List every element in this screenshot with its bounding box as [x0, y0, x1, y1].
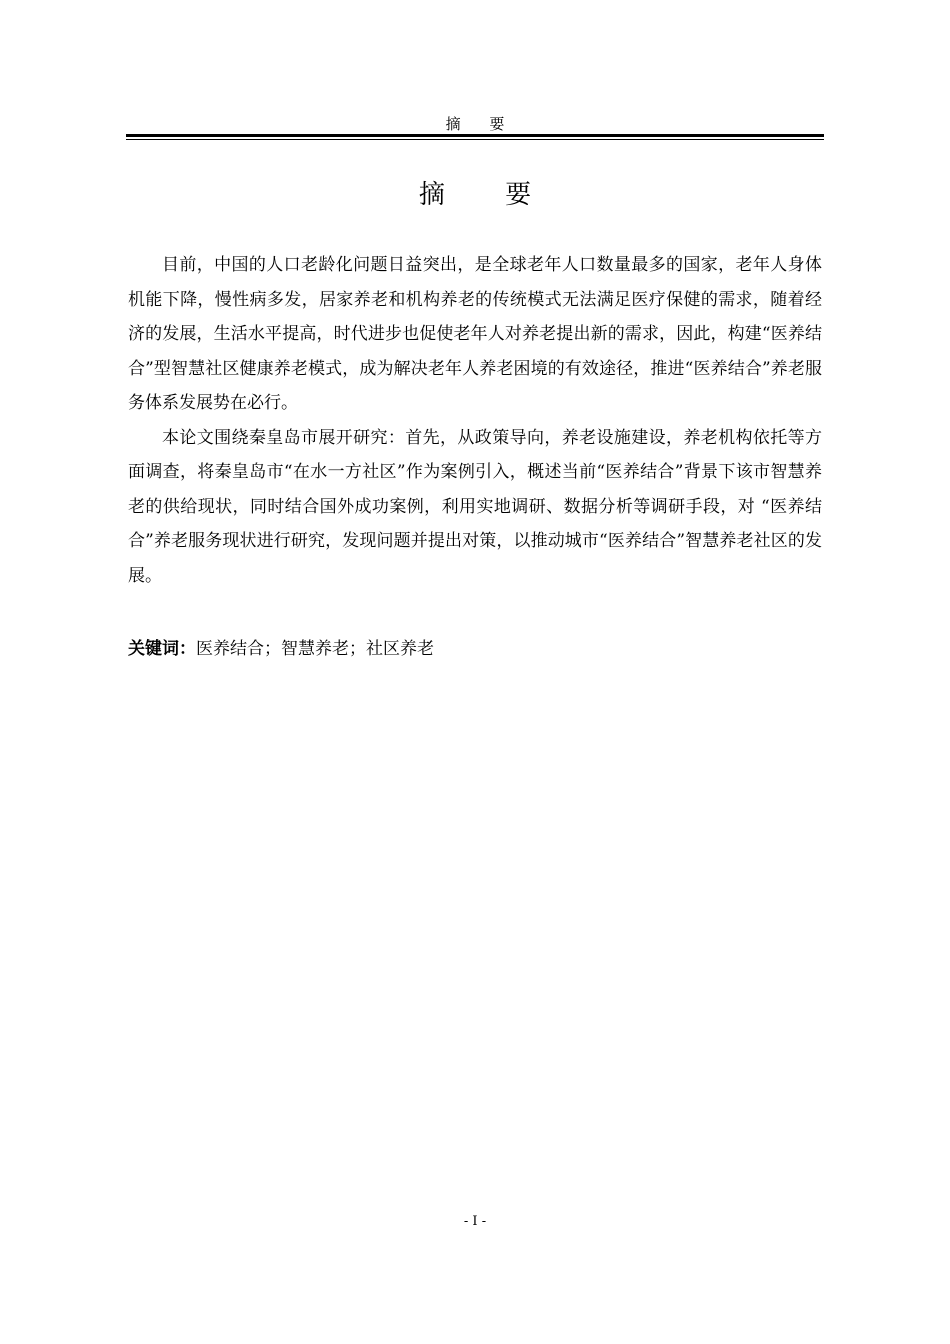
- running-header: 摘 要: [445, 115, 517, 133]
- keywords-line: [128, 632, 822, 666]
- header-rule-thin: [126, 139, 824, 140]
- keywords-label: 关键词：: [128, 639, 196, 659]
- page-title: 摘 要: [418, 180, 558, 210]
- header-rule-thick: [126, 134, 824, 137]
- abstract-body: [128, 248, 822, 593]
- abstract-paragraph-1: 目前，中国的人口老龄化问题日益突出，是全球老年人口数量最多的国家，老年人身体机能下降，慢性病多发，居家养老和机构养老的传统模式无法满足医疗保健的需求，随着经济的发展，生活水平提高，时代进步也促使老年人对养老提出新的需求，因此，构建“医养结合”型智慧社区健康养老模式，成为解决老年人养老困境的有效途径，推进“医养结合”养老服务体系发展势在必行。: [128, 255, 822, 413]
- abstract-paragraph-2: 本论文围绕秦皇岛市展开研究：首先，从政策导向，养老设施建设，养老机构依托等方面调查，将秦皇岛市“在水一方社区”作为案例引入，概述当前“医养结合”背景下该市智慧养老的供给现状，同时结合国外成功案例，利用实地调研、数据分析等调研手段，对 “医养结合”养老服务现状进行研究，发现问题并提出对策，以推动城市“医养结合”智慧养老社区的发展。: [128, 427, 822, 586]
- page-number: - I -: [463, 1214, 487, 1229]
- keywords-value: 医养结合；智慧养老；社区养老: [196, 639, 434, 659]
